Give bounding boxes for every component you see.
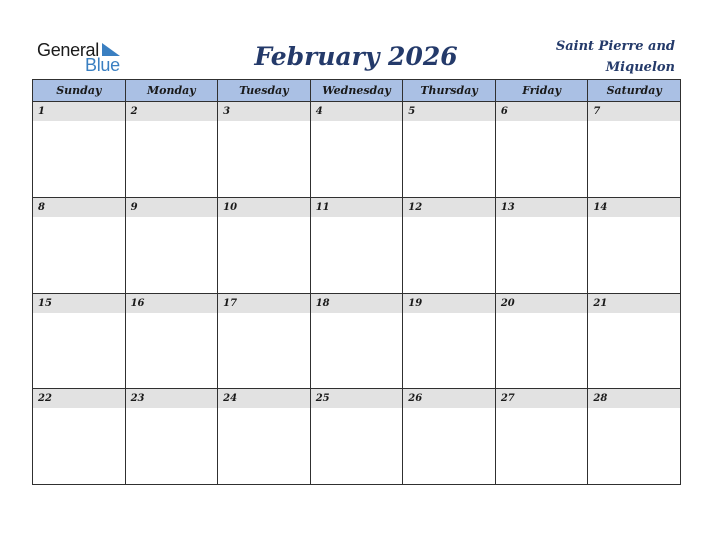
week-row (33, 102, 681, 198)
day-number: 18 (311, 294, 403, 313)
day-cell (33, 293, 126, 389)
weekday-header-row (33, 80, 681, 102)
day-number: 6 (496, 102, 588, 121)
general-blue-logo (37, 40, 137, 76)
day-cell (495, 293, 588, 389)
day-number: 25 (311, 389, 403, 408)
day-number: 13 (496, 198, 588, 217)
weekday-header-tuesday: Tuesday (218, 80, 311, 102)
day-number: 26 (403, 389, 495, 408)
day-number: 1 (33, 102, 125, 121)
weekday-header-friday: Friday (495, 80, 588, 102)
calendar-title: February 2026 (254, 42, 458, 71)
day-cell (310, 197, 403, 293)
weekday-header-monday: Monday (125, 80, 218, 102)
day-number: 17 (218, 294, 310, 313)
day-cell (495, 389, 588, 485)
day-number: 27 (496, 389, 588, 408)
day-number: 14 (588, 198, 680, 217)
day-cell (125, 389, 218, 485)
day-number: 2 (126, 102, 218, 121)
day-cell (403, 102, 496, 198)
day-number: 20 (496, 294, 588, 313)
day-cell (588, 197, 681, 293)
day-cell (33, 389, 126, 485)
day-cell (588, 389, 681, 485)
calendar-grid (32, 79, 681, 485)
day-number: 10 (218, 198, 310, 217)
day-number: 28 (588, 389, 680, 408)
day-cell (403, 389, 496, 485)
day-cell (33, 102, 126, 198)
day-cell (218, 389, 311, 485)
day-cell (310, 102, 403, 198)
region-name: Saint Pierre and Miquelon (555, 39, 675, 75)
day-number: 12 (403, 198, 495, 217)
day-cell (495, 197, 588, 293)
day-number: 9 (126, 198, 218, 217)
day-number: 19 (403, 294, 495, 313)
weekday-header-wednesday: Wednesday (310, 80, 403, 102)
weekday-header-sunday: Sunday (33, 80, 126, 102)
day-cell (403, 197, 496, 293)
day-cell (403, 293, 496, 389)
day-cell (218, 197, 311, 293)
logo-word-general: General (37, 40, 99, 60)
day-number: 5 (403, 102, 495, 121)
week-row (33, 293, 681, 389)
day-number: 16 (126, 294, 218, 313)
day-cell (218, 293, 311, 389)
day-number: 7 (588, 102, 680, 121)
day-number: 11 (311, 198, 403, 217)
day-number: 8 (33, 198, 125, 217)
day-cell (125, 197, 218, 293)
day-number: 24 (218, 389, 310, 408)
day-cell (218, 102, 311, 198)
day-cell (310, 389, 403, 485)
day-number: 15 (33, 294, 125, 313)
day-cell (588, 293, 681, 389)
day-cell (33, 197, 126, 293)
week-row (33, 389, 681, 485)
day-number: 23 (126, 389, 218, 408)
week-row (33, 197, 681, 293)
day-number: 4 (311, 102, 403, 121)
day-cell (495, 102, 588, 198)
weekday-header-thursday: Thursday (403, 80, 496, 102)
logo-word-blue: Blue (85, 55, 120, 75)
day-cell (125, 102, 218, 198)
day-number: 3 (218, 102, 310, 121)
weekday-header-saturday: Saturday (588, 80, 681, 102)
day-cell (125, 293, 218, 389)
day-cell (310, 293, 403, 389)
day-cell (588, 102, 681, 198)
day-number: 22 (33, 389, 125, 408)
day-number: 21 (588, 294, 680, 313)
